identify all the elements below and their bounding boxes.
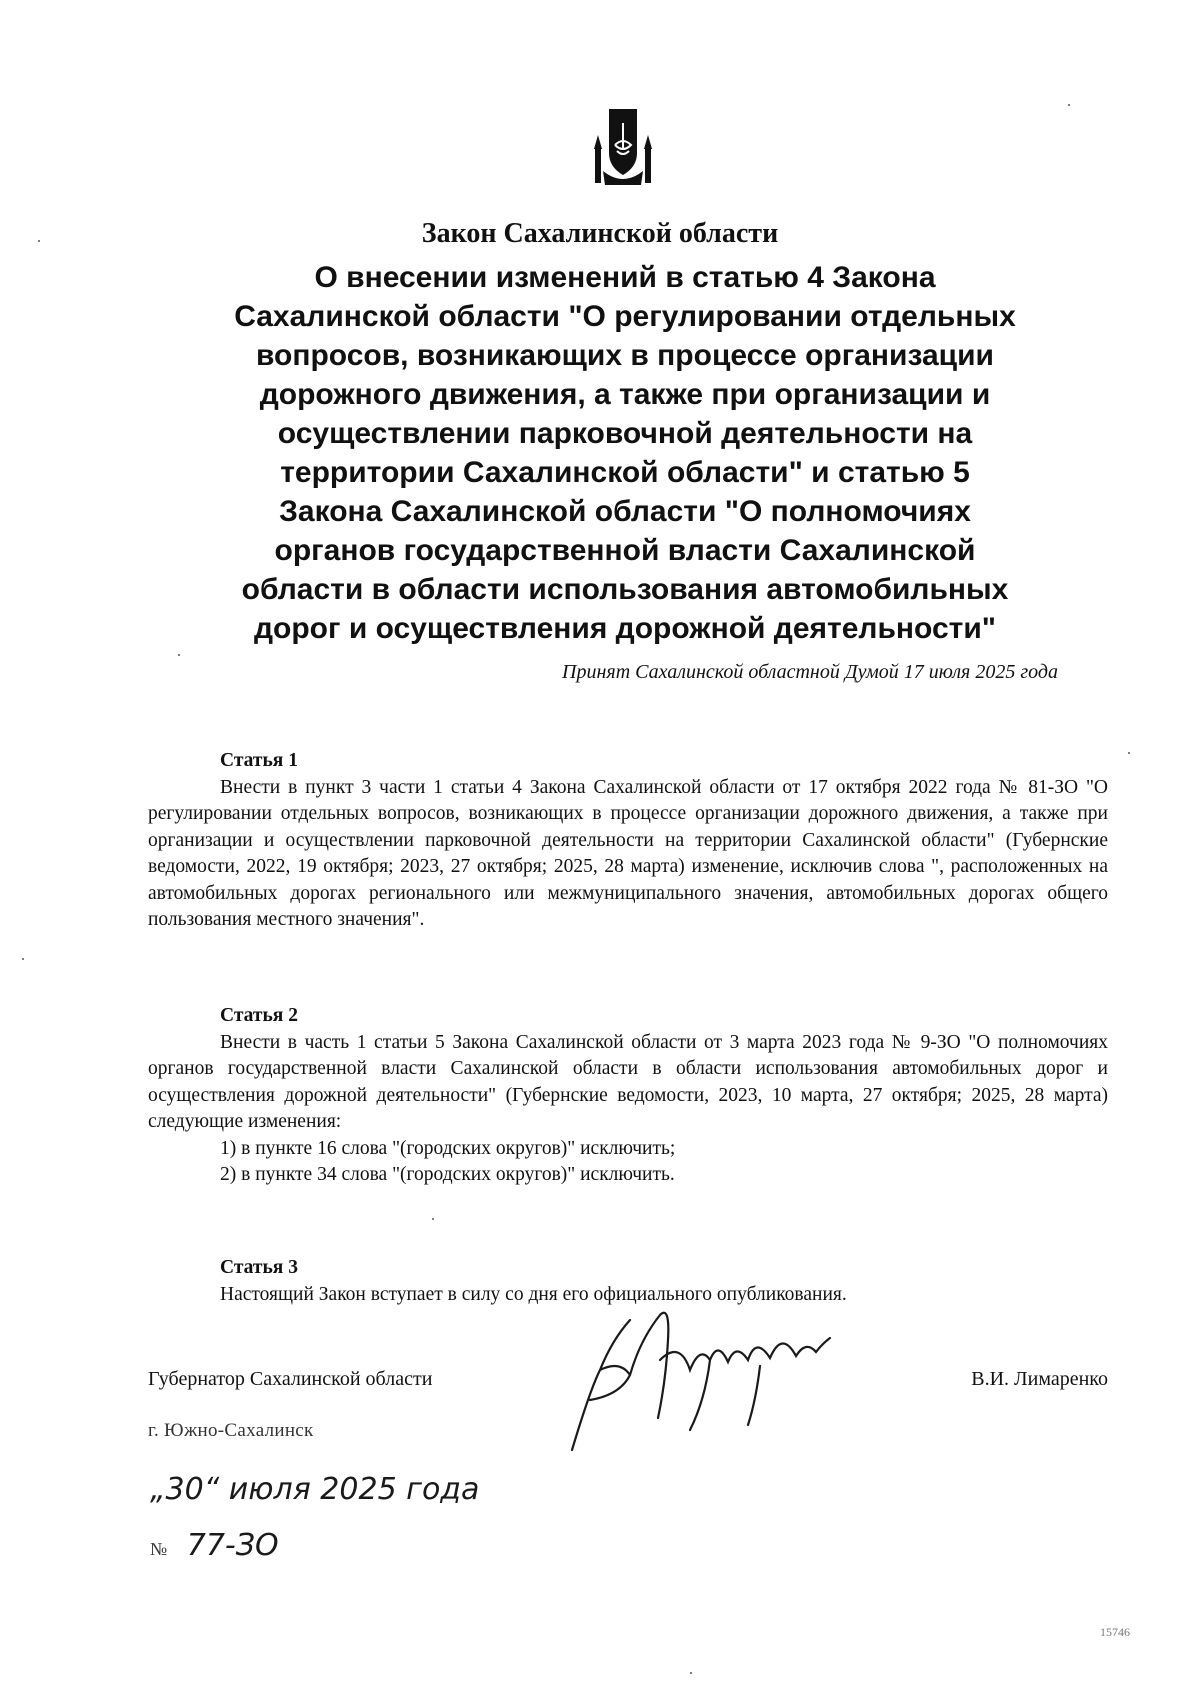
scan-speck xyxy=(690,1672,692,1674)
scan-speck xyxy=(38,240,40,242)
title-line: Закона Сахалинской области "О полномочиях xyxy=(279,495,971,528)
city-label: г. Южно-Сахалинск xyxy=(148,1420,314,1441)
handwritten-number: 77-ЗО xyxy=(186,1528,279,1563)
law-title xyxy=(195,258,1055,648)
scan-speck xyxy=(22,958,24,960)
title-line: Сахалинской области "О регулировании отдельных xyxy=(234,300,1016,333)
list-item: 1) в пункте 16 слова "(городских округов)" исключить; xyxy=(220,1137,676,1159)
scan-speck xyxy=(1128,752,1130,754)
scan-speck xyxy=(432,1218,434,1220)
law-kind-heading: Закон Сахалинской области xyxy=(421,218,779,249)
adoption-note: Принят Сахалинской областной Думой 17 июля 2025 года xyxy=(562,661,1058,683)
title-line: дорог и осуществления дорожной деятельности" xyxy=(253,612,997,645)
title-line: вопросов, возникающих в процессе организации xyxy=(255,339,994,372)
number-sign: № xyxy=(150,1539,168,1559)
article-text: Внести в пункт 3 части 1 статьи 4 Закона Сахалинской области от 17 октября 2022 года № 81-ЗО "О регулировании отдельных вопросов, возникающих в процессе организации дорожного движения, а также при организации и осуществлении парковочной деятельности на территории Сахалинской области" (Губернские ведомости, 2022, 19 октября; 2023, 27 октября; 2025, 28 марта) изменение, исключив слова ", расположенных на автомобильных дорогах регионального или межмуниципального значения, автомобильных дорогах общего пользования местного значения". xyxy=(148,776,1108,930)
governor-position: Губернатор Сахалинской области xyxy=(148,1368,433,1390)
title-line: О внесении изменений в статью 4 Закона xyxy=(314,261,936,294)
handwritten-date: „30“ июля 2025 года xyxy=(150,1472,480,1507)
article-heading: Статья 1 xyxy=(220,750,298,771)
governor-name: В.И. Лимаренко xyxy=(971,1368,1108,1390)
title-line: территории Сахалинской области" и статью 5 xyxy=(280,456,970,489)
scan-speck xyxy=(1068,104,1070,106)
article-text: Внести в часть 1 статьи 5 Закона Сахалинской области от 3 марта 2023 года № 9-ЗО "О полномочиях органов государственной власти Сахалинской области в области использования автомобильных дорог и осуществления дорожной деятельности" (Губернские ведомости, 2023, 10 марта, 27 октября; 2025, 28 марта) следующие изменения: xyxy=(148,1031,1108,1132)
scan-speck xyxy=(178,654,180,656)
title-line: области в области использования автомобильных xyxy=(241,573,1009,606)
article-heading: Статья 3 xyxy=(220,1257,298,1278)
article-text: Настоящий Закон вступает в силу со дня его официального опубликования. xyxy=(220,1283,847,1305)
list-item: 2) в пункте 34 слова "(городских округов)" исключить. xyxy=(220,1164,675,1185)
sakhalin-emblem-icon xyxy=(593,105,653,187)
article-1 xyxy=(148,748,1108,934)
title-line: органов государственной власти Сахалинской xyxy=(274,534,976,567)
article-2 xyxy=(148,1003,1108,1189)
law-number xyxy=(150,1528,279,1563)
article-heading: Статья 2 xyxy=(220,1005,298,1026)
title-line: осуществлении парковочной деятельности на xyxy=(277,417,973,450)
title-line: дорожного движения, а также при организации и xyxy=(259,378,991,411)
corner-code: 15746 xyxy=(1100,1625,1130,1639)
handwritten-signature xyxy=(560,1300,890,1460)
